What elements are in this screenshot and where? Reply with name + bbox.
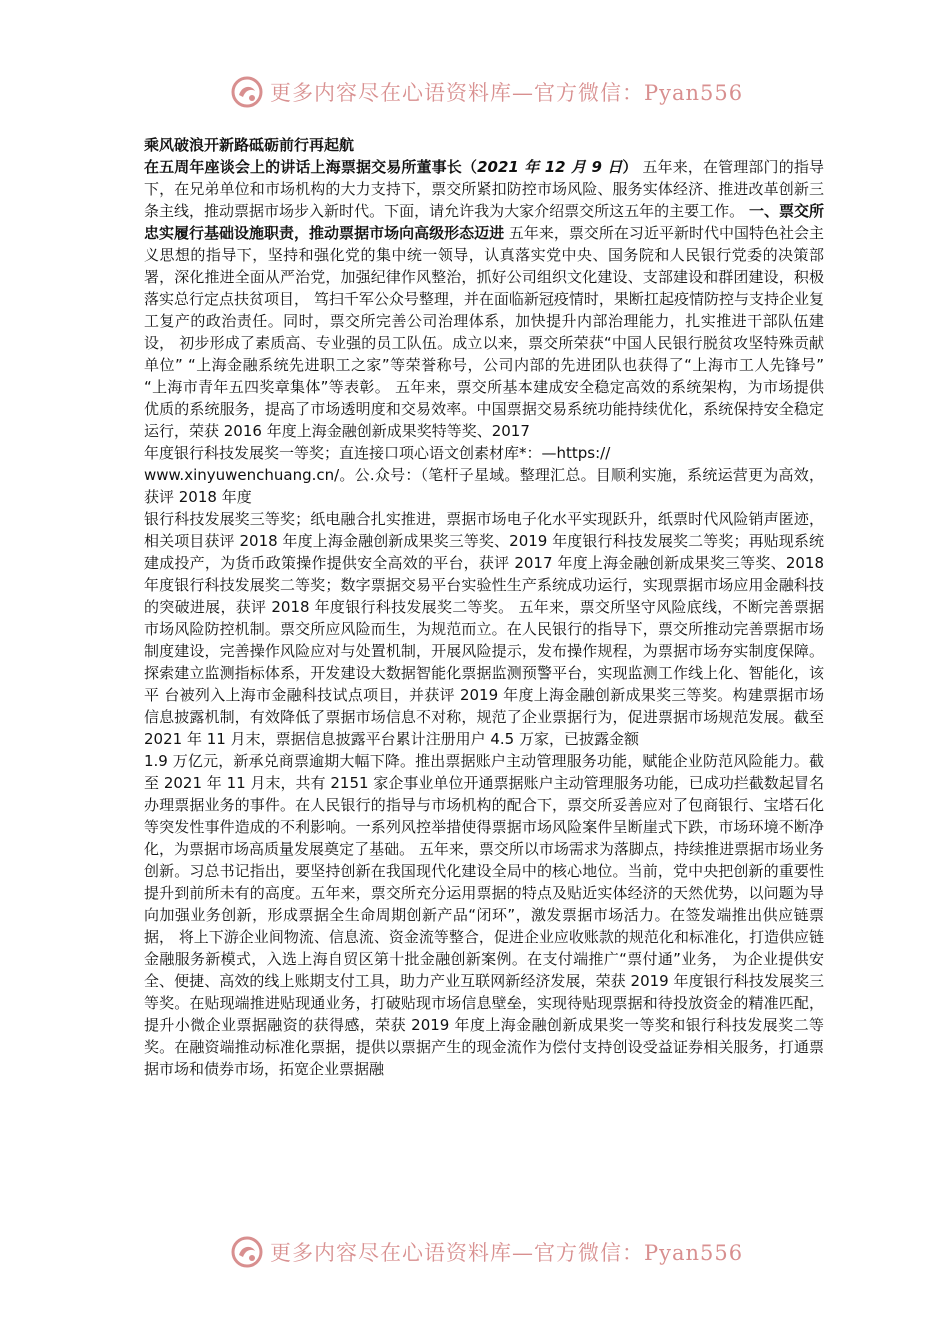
section-1-body: 五年来，票交所在习近平新时代中国特色社会主义思想的指导下，坚持和强化党的集中统一领导，认真落实党中央、国务院和人民银行党委的决策部署，深化推进全面从严治党，加强纪律作风整治，抓好公司组织文化建设、支部建设和群团建设，积极落实总行定点扶贫项目， 笃扫千军公众号整理，并在面临新冠疫情时，果断扛起疫情防控与支持企业复工复产的政治责任。同时，票交所完善公司治理体系，加快提升内部治理能力，扎实推进干部队伍建设， 初步形成了素质高、专业强的员工队伍。成立以来，票交所荣获“中国人民银行脱贫攻坚特殊贡献单位” “上海金融系统先进职工之家”等荣誉称号，公司内部的先进团队也获得了“上海市工人先锋号” “上海市青年五四奖章集体”等表彰。 五年来，票交所基本建成安全稳定高效的系统架构，为市场提供优质的系统服务，提高了市场透明度和交易效率。中国票据交易系统功能持续优化，系统保持安全稳定运行，荣获 2016 年度上海金融创新成果奖特等奖、2017 (144, 224, 824, 440)
intro-text: 五年来，在管理部门的指导下，在兄弟单位和市场机构的大力支持下，票交所紧扣防控市场风险、服务实体经济、推进改革创新三条主线，推动票据市场步入新时代。下面，请允许我为大家介绍票交所这五年的主要工作。 (144, 158, 824, 220)
subtitle-date: 2021 年 12 月 9 日 (477, 158, 623, 176)
article-line-b: www.xinyuwenchuang.cn/。公.众号：（笔杆子星域。整理汇总。目顺利实施，系统运营更为高效，获评 2018 年度 (144, 466, 824, 506)
subtitle-prefix: 在五周年座谈会上的讲话上海票据交易所董事长（ (144, 158, 478, 176)
section-1-heading: 一、票交所忠实履行基础设施职责，推动票据市场向高级形态迈进 (144, 202, 824, 242)
article-title: 乘风破浪开新路砥砺前行再起航 (144, 136, 355, 154)
top-banner (230, 70, 770, 114)
seal-logo-icon (230, 75, 264, 109)
banner-text: 更多内容尽在心语资料库—官方微信：Pyan556 (270, 1241, 744, 1265)
article-paragraph-3: 1.9 万亿元，新承兑商票逾期大幅下降。推出票据账户主动管理服务功能，赋能企业防范风险能力。截至 2021 年 11 月末，共有 2151 家企事业单位开通票据账户主动管理服务功能，已成功拦截数起冒名办理票据业务的事件。在人民银行的指导与市场机构的配合下，票交所妥善应对了包商银行、宝塔石化等突发性事件造成的不利影响。一系列风控举措使得票据市场风险案件呈断崖式下跌，市场环境不断净化，为票据市场高质量发展奠定了基础。 五年来，票交所以市场需求为落脚点，持续推进票据市场业务创新。习总书记指出，要坚持创新在我国现代化建设全局中的核心地位。当前，党中央把创新的重要性提升到前所未有的高度。五年来，票交所充分运用票据的特点及贴近实体经济的天然优势，以问题为导向加强业务创新，形成票据全生命周期创新产品“闭环”，激发票据市场活力。在签发端推出供应链票据， 将上下游企业间物流、信息流、资金流等整合，促进企业应收账款的规范化和标准化，打造供应链金融服务新模式，入选上海自贸区第十批金融创新案例。在支付端推广“票付通”业务， 为企业提供安全、便捷、高效的线上账期支付工具，助力产业互联网新经济发展，荣获 2019 年度银行科技发展奖三等奖。在贴现端推进贴现通业务，打破贴现市场信息壁垒，实现待贴现票据和待投放资金的精准匹配，提升小微企业票据融资的获得感，荣获 2019 年度上海金融创新成果奖一等奖和银行科技发展奖二等奖。在融资端推动标准化票据，提供以票据产生的现金流作为偿付支持创设受益证券相关服务，打通票据市场和债券市场，拓宽企业票据融 (144, 752, 824, 1078)
article-paragraph-1 (144, 156, 824, 442)
article-line-a: 年度银行科技发展奖一等奖；直连接口项心语文创素材库*：—https:// (144, 444, 611, 462)
banner-text: 更多内容尽在心语资料库—官方微信：Pyan556 (270, 81, 744, 105)
bottom-banner (230, 1230, 770, 1274)
article-paragraph-2: 银行科技发展奖三等奖；纸电融合扎实推进，票据市场电子化水平实现跃升，纸票时代风险销声匿迹，相关项目获评 2018 年度上海金融创新成果奖三等奖、2019 年度银行科技发展奖二等奖；再贴现系统建成投产，为货币政策操作提供安全高效的平台，获评 2017 年度上海金融创新成果奖三等奖、2018 年度银行科技发展奖二等奖；数字票据交易平台实验性生产系统成功运行，实现票据市场应用金融科技的突破进展，获评 2018 年度银行科技发展奖二等奖。 五年来，票交所坚守风险底线，不断完善票据市场风险防控机制。票交所应风险而生，为规范而立。在人民银行的指导下，票交所推动完善票据市场制度建设，完善操作风险应对与处置机制，开展风险提示，发布操作规程，为票据市场夯实制度保障。探索建立监测指标体系，开发建设大数据智能化票据监测预警平台，实现监测工作线上化、智能化，该平 台被列入上海市金融科技试点项目，并获评 2019 年度上海金融创新成果奖三等奖。构建票据市场信息披露机制，有效降低了票据市场信息不对称，规范了企业票据行为，促进票据市场规范发展。截至 2021 年 11 月末，票据信息披露平台累计注册用户 4.5 万家，已披露金额 (144, 510, 824, 748)
subtitle-suffix: ） (622, 158, 638, 176)
seal-logo-icon (230, 1235, 264, 1269)
article (144, 134, 824, 1080)
